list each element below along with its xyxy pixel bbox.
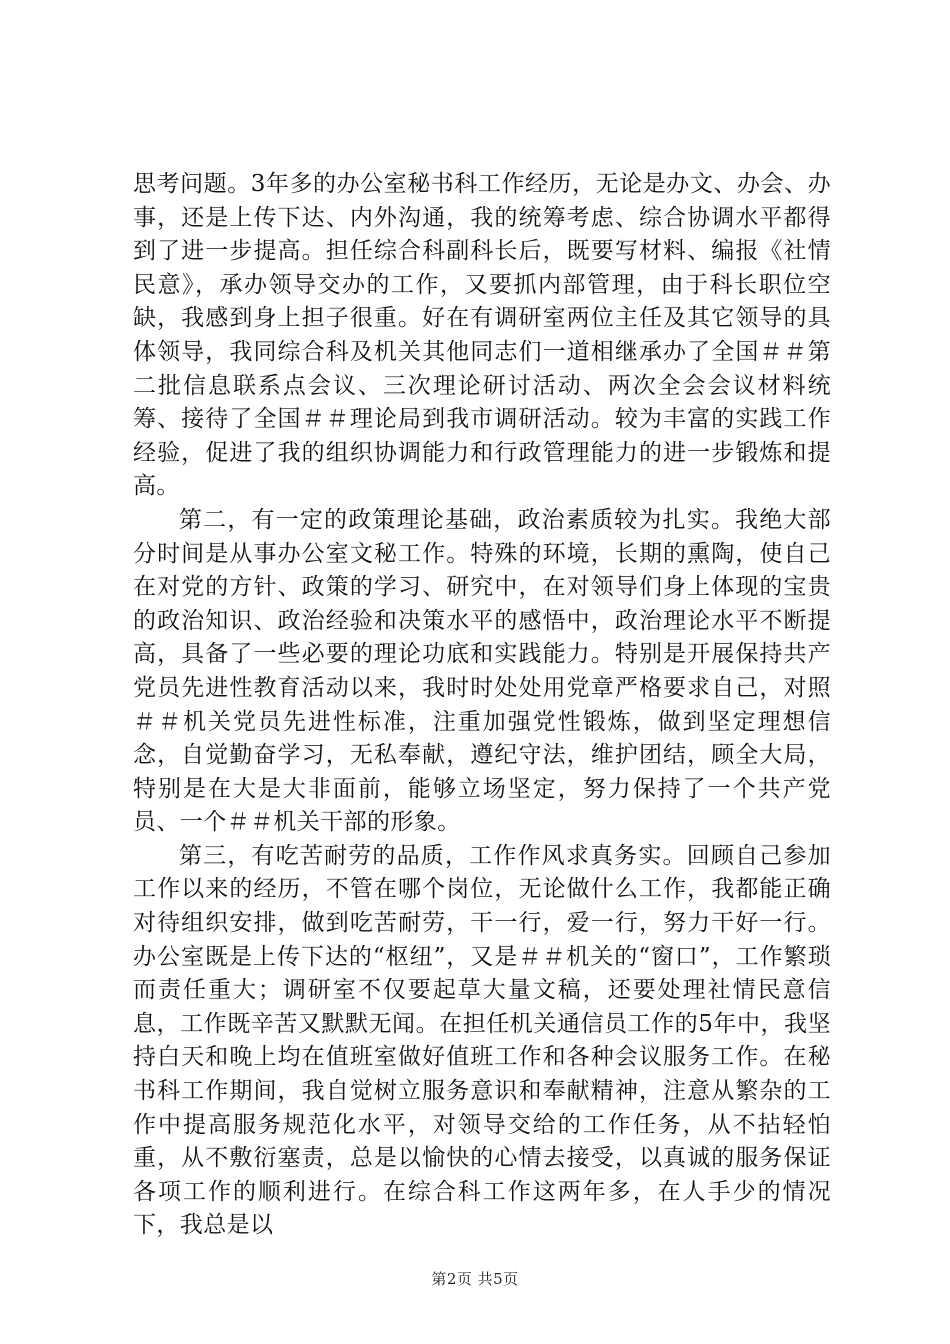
paragraph-1: 思考问题。3年多的办公室秘书科工作经历，无论是办文、办会、办事，还是上传下达、内外沟通，我的统筹考虑、综合协调水平都得到了进一步提高。担任综合科副科长后，既要写材料、编报《社情民意》，承办领导交办的工作，又要抓内部管理，由于科长职位空缺，我感到身上担子很重。好在有调研室两位主任及其它领导的具体领导，我同综合科及机关其他同志们一道相继承办了全国＃＃第二批信息联系点会议、三次理论研讨活动、两次全会会议材料统筹、接待了全国＃＃理论局到我市调研活动。较为丰富的实践工作经验，促进了我的组织协调能力和行政管理能力的进一步锻炼和提高。	[133, 171, 831, 500]
paragraph-2: 第二，有一定的政策理论基础，政治素质较为扎实。我绝大部分时间是从事办公室文秘工作。特殊的环境，长期的熏陶，使自己在对党的方针、政策的学习、研究中，在对领导们身上体现的宝贵的政治知识、政治经验和决策水平的感悟中，政治理论水平不断提高，具备了一些必要的理论功底和实践能力。特别是开展保持共产党员先进性教育活动以来，我时时处处用党章严格要求自己，对照＃＃机关党员先进性标准，注重加强党性锻炼，做到坚定理想信念，自觉勤奋学习，无私奉献，遵纪守法，维护团结，顾全大局，特别是在大是大非面前，能够立场坚定，努力保持了一个共产党员、一个＃＃机关干部的形象。	[133, 506, 831, 836]
page-number-footer: 第2页 共5页	[431, 1270, 519, 1288]
document-body	[133, 168, 831, 1243]
paragraph-3: 第三，有吃苦耐劳的品质，工作作风求真务实。回顾自己参加工作以来的经历，不管在哪个岗位，无论做什么工作，我都能正确对待组织安排，做到吃苦耐劳，干一行，爱一行，努力干好一行。办公室既是上传下达的“枢纽”，又是＃＃机关的“窗口”，工作繁琐而责任重大；调研室不仅要起草大量文稿，还要处理社情民意信息，工作既辛苦又默默无闻。在担任机关通信员工作的5年中，我坚持白天和晚上均在值班室做好值班工作和各种会议服务工作。在秘书科工作期间，我自觉树立服务意识和奉献精神，注意从繁杂的工作中提高服务规范化水平，对领导交给的工作任务，从不拈轻怕重，从不敷衍塞责，总是以愉快的心情去接受，以真诚的服务保证各项工作的顺利进行。在综合科工作这两年多，在人手少的情况下，我总是以	[133, 842, 831, 1239]
